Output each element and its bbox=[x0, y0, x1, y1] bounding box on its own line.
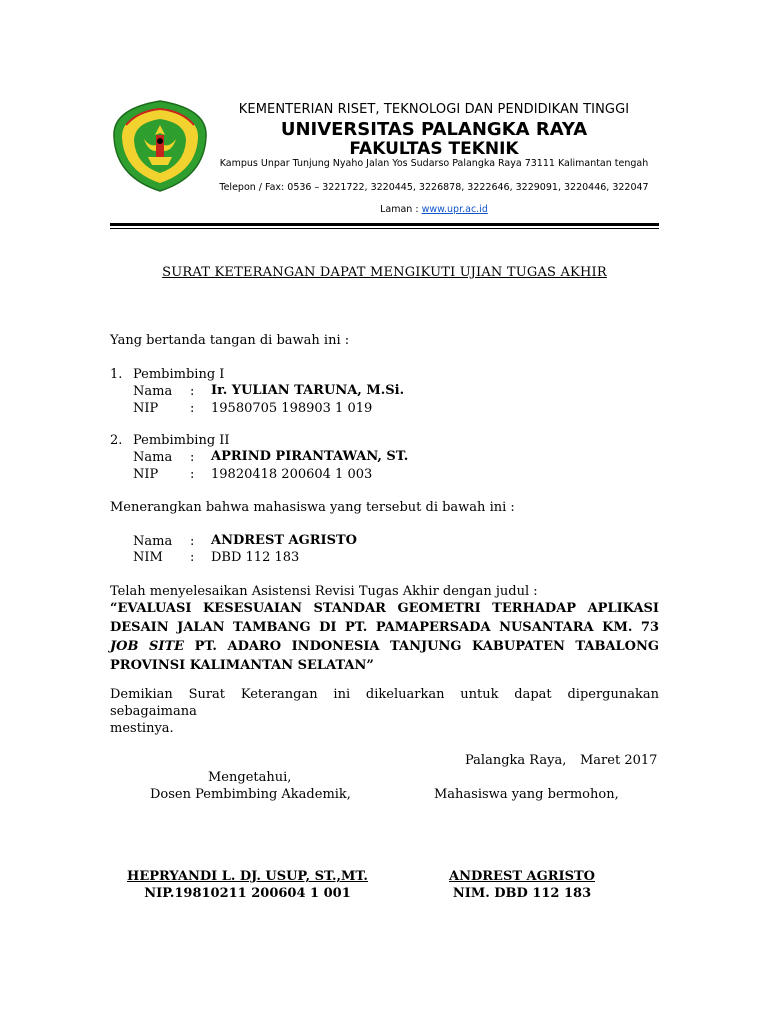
place: Palangka Raya, bbox=[465, 753, 567, 768]
advisor-1-number: 1. bbox=[110, 367, 123, 382]
academic-advisor-label: Dosen Pembimbing Akademik, bbox=[150, 787, 351, 802]
academic-advisor-nip: NIP.19810211 200604 1 001 bbox=[144, 886, 351, 901]
campus-address: Kampus Unpar Tunjung Nyaho Jalan Yos Sudarso Palangka Raya 73111 Kalimantan tengah bbox=[219, 158, 649, 169]
student-id-label: NIM bbox=[133, 550, 163, 565]
advisor-2-name-label: Nama bbox=[133, 450, 173, 465]
thesis-title-italic: JOB SITE bbox=[110, 639, 185, 654]
closing-line-2: mestinya. bbox=[110, 721, 174, 736]
colon: : bbox=[190, 384, 195, 399]
advisor-1-id: 19580705 198903 1 019 bbox=[211, 401, 373, 416]
university-name: UNIVERSITAS PALANGKA RAYA bbox=[280, 119, 588, 140]
thesis-title-line-3-rest: PT. ADARO INDONESIA TANJUNG KABUPATEN TABALONG bbox=[184, 639, 659, 654]
colon: : bbox=[190, 534, 195, 549]
faculty-name: FAKULTAS TEKNIK bbox=[349, 139, 519, 159]
student-id: DBD 112 183 bbox=[211, 550, 300, 565]
advisor-1-name: Ir. YULIAN TARUNA, M.Si. bbox=[211, 383, 405, 398]
thesis-title-line-3 bbox=[110, 637, 659, 656]
university-logo bbox=[104, 97, 216, 195]
colon: : bbox=[190, 467, 195, 482]
advisor-1-name-label: Nama bbox=[133, 384, 173, 399]
student-signature-nim: NIM. DBD 112 183 bbox=[452, 886, 592, 901]
colon: : bbox=[190, 550, 195, 565]
applicant-label: Mahasiswa yang bermohon, bbox=[434, 787, 619, 802]
advisor-2-id-label: NIP bbox=[133, 467, 159, 482]
acknowledged-label: Mengetahui, bbox=[208, 770, 292, 785]
header-rule-thick bbox=[110, 223, 659, 226]
letterhead bbox=[0, 0, 768, 240]
intro-text: Yang bertanda tangan di bawah ini : bbox=[110, 333, 350, 348]
thesis-title bbox=[110, 599, 659, 675]
letter-title: SURAT KETERANGAN DAPAT MENGIKUTI UJIAN TUGAS AKHIR bbox=[162, 265, 607, 280]
advisor-2-number: 2. bbox=[110, 433, 123, 448]
statement-text: Menerangkan bahwa mahasiswa yang tersebut di bawah ini : bbox=[110, 500, 515, 515]
thesis-title-line-1: “EVALUASI KESESUAIAN STANDAR GEOMETRI TERHADAP APLIKASI bbox=[110, 601, 659, 616]
thesis-intro: Telah menyelesaikan Asistensi Revisi Tugas Akhir dengan judul : bbox=[110, 584, 538, 599]
student-name: ANDREST AGRISTO bbox=[211, 533, 358, 548]
website-label: Laman : bbox=[380, 204, 419, 215]
advisor-1-id-label: NIP bbox=[133, 401, 159, 416]
header-rule-thin bbox=[110, 228, 659, 229]
colon: : bbox=[190, 401, 195, 416]
student-name-label: Nama bbox=[133, 534, 173, 549]
date: Maret 2017 bbox=[580, 753, 658, 768]
closing-paragraph bbox=[110, 686, 659, 737]
ministry-name: KEMENTERIAN RISET, TEKNOLOGI DAN PENDIDIKAN TINGGI bbox=[238, 102, 630, 117]
advisor-2-name: APRIND PIRANTAWAN, ST. bbox=[211, 449, 409, 464]
phone-fax: Telepon / Fax: 0536 – 3221722, 3220445, 3226878, 3222646, 3229091, 3220446, 322047 bbox=[219, 182, 649, 193]
website-link[interactable]: www.upr.ac.id bbox=[421, 204, 488, 215]
thesis-title-line-4: PROVINSI KALIMANTAN SELATAN” bbox=[110, 658, 374, 673]
thesis-title-line-2: DESAIN JALAN TAMBANG DI PT. PAMAPERSADA NUSANTARA KM. 73 bbox=[110, 620, 659, 635]
closing-line-1: Demikian Surat Keterangan ini dikeluarkan untuk dapat dipergunakan sebagaimana bbox=[110, 687, 659, 719]
advisor-2-role: Pembimbing II bbox=[133, 433, 230, 448]
academic-advisor-name: HEPRYANDI L. DJ. USUP, ST.,MT. bbox=[127, 869, 368, 884]
colon: : bbox=[190, 450, 195, 465]
advisor-1-role: Pembimbing I bbox=[133, 367, 225, 382]
advisor-2-id: 19820418 200604 1 003 bbox=[211, 467, 373, 482]
student-signature-name: ANDREST AGRISTO bbox=[448, 869, 595, 884]
website-line bbox=[214, 204, 654, 215]
